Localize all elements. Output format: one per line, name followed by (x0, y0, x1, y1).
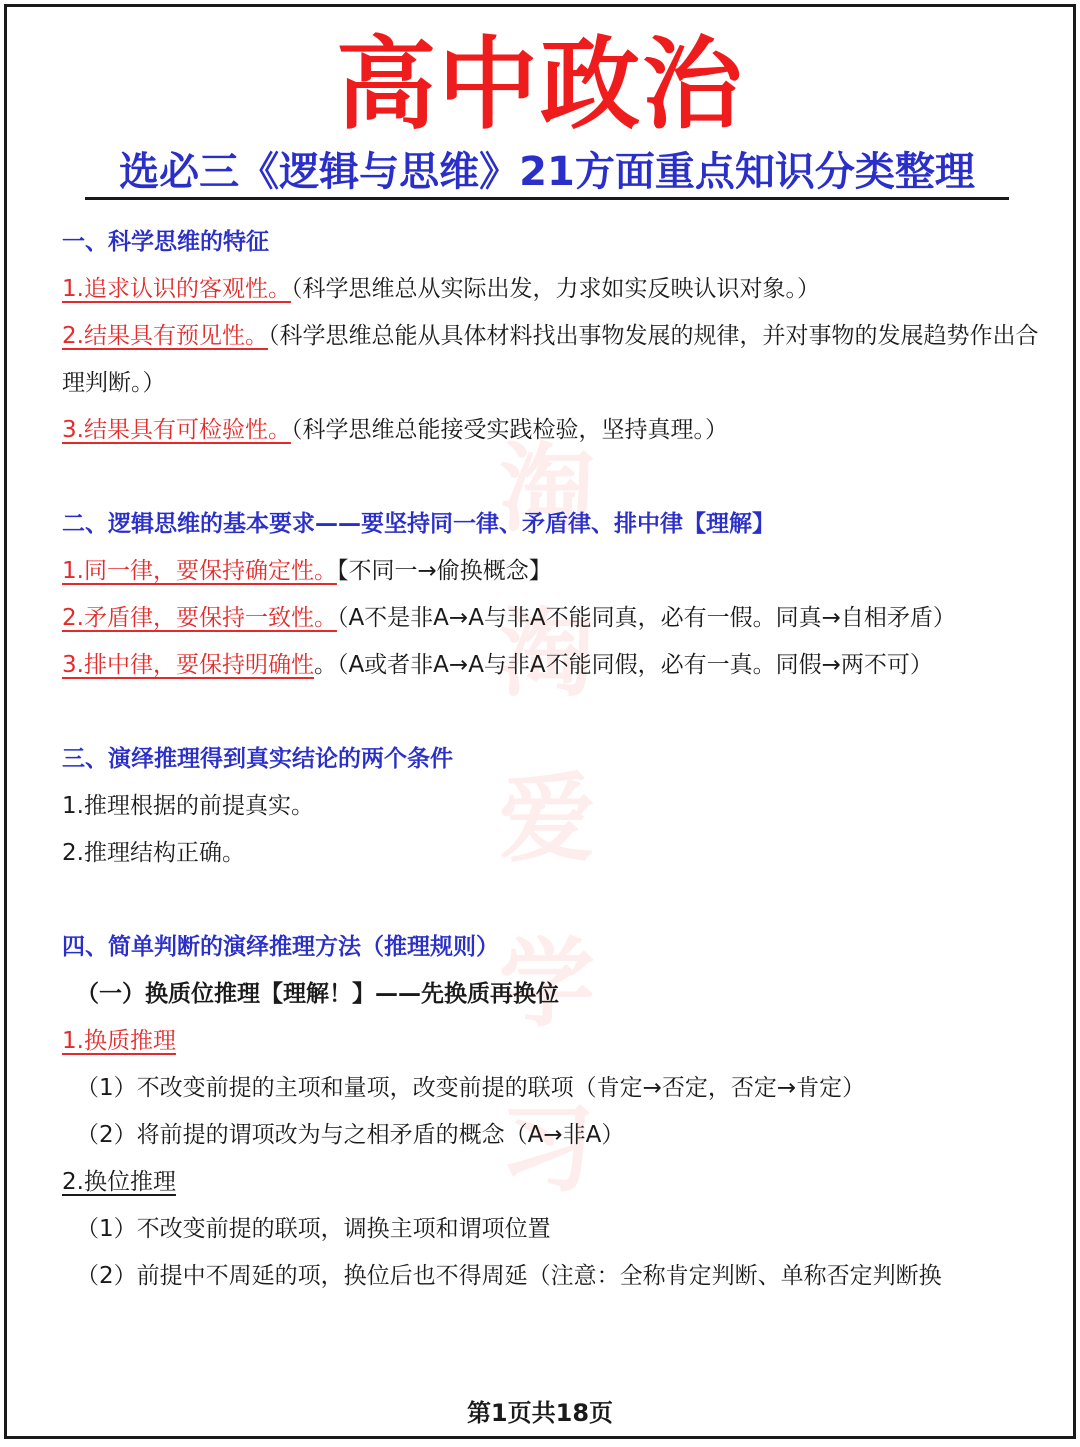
group-label: 1.换质推理 (62, 1028, 176, 1054)
explanation: （科学思维总能从具体材料找出事物发展的规律，并对事物的发展趋势作出合理判断。） (62, 323, 1039, 396)
list-item: 1.推理根据的前提真实。 (62, 793, 314, 819)
section-heading: 三、演绎推理得到真实结论的两个条件 (62, 746, 453, 772)
section-heading: 一、科学思维的特征 (62, 229, 269, 255)
list-item: （2）将前提的谓项改为与之相矛盾的概念（A→非A） (76, 1122, 625, 1148)
watermark: 淘 淘 爱 学 习 (499, 433, 595, 1205)
explanation: （科学思维总能接受实践检验，坚持真理。） (290, 417, 728, 443)
explanation: 。（A或者非A→A与非A不能同假，必有一真。同假→两不可） (313, 652, 933, 678)
explanation: （科学思维总从实际出发，力求如实反映认识对象。） (290, 276, 820, 302)
page-subtitle: 选必三《逻辑与思维》21方面重点知识分类整理 (85, 147, 1009, 200)
group-label: 2.换位推理 (62, 1169, 176, 1195)
document-page (4, 4, 1076, 1439)
key-point: 3.排中律，要保持明确性 (62, 652, 314, 678)
list-item: （1）不改变前提的联项，调换主项和谓项位置 (76, 1216, 551, 1242)
page-title: 高中政治 (336, 26, 744, 143)
key-point: 2.结果具有预见性。 (62, 323, 268, 349)
key-point: 2.矛盾律，要保持一致性。 (62, 605, 337, 631)
key-point: 1.同一律，要保持确定性。 (62, 558, 337, 584)
explanation: 【不同一→偷换概念】 (336, 558, 552, 584)
list-item (62, 642, 1052, 689)
document-body (62, 219, 1052, 1300)
list-item (62, 548, 1052, 595)
key-point: 1.追求认识的客观性。 (62, 276, 291, 302)
list-item (62, 595, 1052, 642)
section-heading: 二、逻辑思维的基本要求——要坚持同一律、矛盾律、排中律【理解】 (62, 511, 775, 537)
explanation: （A不是非A→A与非A不能同真，必有一假。同真→自相矛盾） (336, 605, 956, 631)
page-number: 第1页共18页 (466, 1399, 614, 1427)
list-item (62, 266, 1052, 313)
list-item: 2.推理结构正确。 (62, 840, 245, 866)
list-item: （2）前提中不周延的项，换位后也不得周延（注意：全称肯定判断、单称否定判断换 (76, 1263, 942, 1289)
key-point: 3.结果具有可检验性。 (62, 417, 291, 443)
list-item: （1）不改变前提的主项和量项，改变前提的联项（肯定→否定，否定→肯定） (76, 1075, 866, 1101)
list-item (62, 313, 1052, 407)
section-heading: 四、简单判断的演绎推理方法（推理规则） (62, 934, 499, 960)
subsection-heading: （一）换质位推理【理解！】——先换质再换位 (76, 981, 559, 1007)
list-item (62, 407, 1052, 454)
